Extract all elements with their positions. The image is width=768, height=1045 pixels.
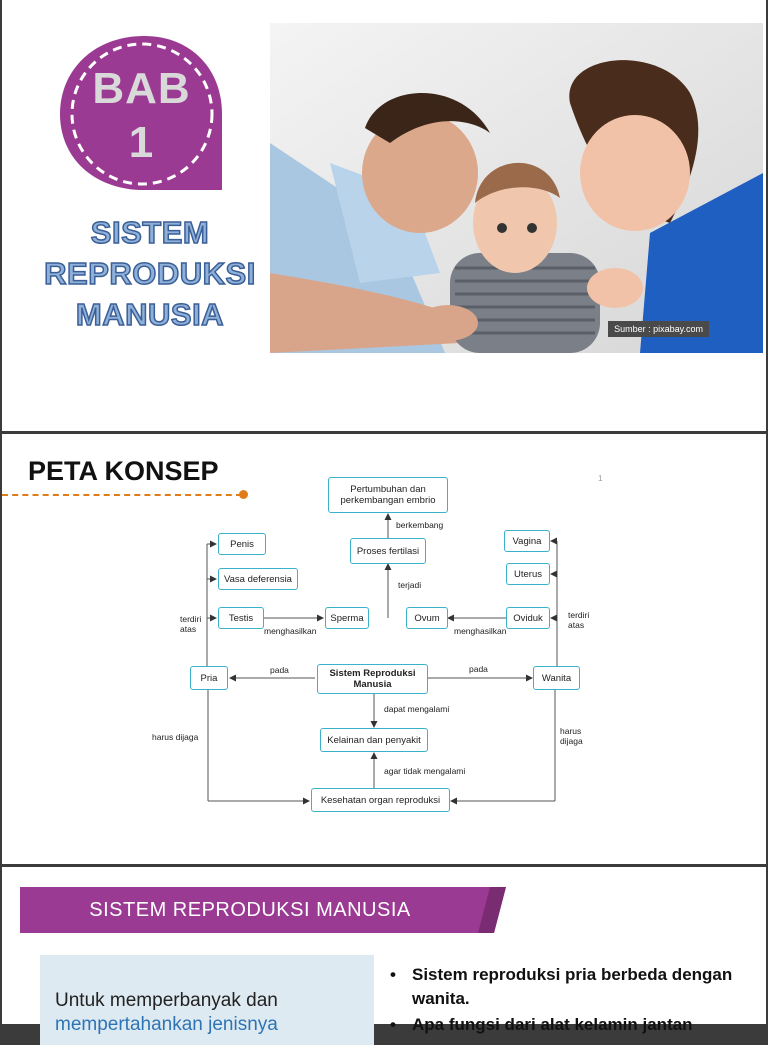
label-pada-kiri: pada — [270, 665, 289, 675]
info-box — [40, 955, 374, 1045]
label-terjadi: terjadi — [398, 580, 422, 590]
chapter-badge — [54, 30, 229, 200]
node-uterus: Uterus — [506, 563, 550, 585]
chapter-title-line: MANUSIA — [75, 297, 225, 332]
node-vagina: Vagina — [504, 530, 550, 552]
node-sistem: Sistem Reproduksi Manusia — [317, 664, 428, 694]
bullet-item: • Apa fungsi dari alat kelamin jantan — [388, 1013, 748, 1037]
label-harus-kiri: harus dijaga — [152, 732, 199, 742]
chapter-label: BAB — [92, 64, 191, 113]
node-wanita: Wanita — [533, 666, 580, 690]
label-dapat: dapat mengalami — [384, 704, 450, 714]
bullet-item: • Sistem reproduksi pria berbeda dengan wanita. — [388, 963, 748, 1011]
node-ovum: Ovum — [406, 607, 448, 629]
label-menghasilkan-kiri: menghasilkan — [264, 626, 317, 636]
section-title: SISTEM REPRODUKSI MANUSIA — [89, 899, 411, 921]
content-slide — [2, 867, 766, 1035]
info-line: Untuk memperbanyak dan — [55, 990, 278, 1011]
label-terdiri-kiri: terdiri atas — [180, 614, 202, 634]
chapter-number: 1 — [128, 118, 155, 167]
photo-source: Sumber : pixabay.com — [608, 321, 709, 337]
title-slide — [2, 0, 766, 431]
node-penis: Penis — [218, 533, 266, 555]
slide-title: PETA KONSEP — [28, 456, 219, 486]
concept-map-slide — [2, 434, 766, 864]
corner-mark: 1 — [598, 474, 603, 483]
bullet-list — [388, 963, 748, 1039]
label-harus-kanan: harus dijaga — [560, 726, 583, 746]
node-oviduk: Oviduk — [506, 607, 550, 629]
label-terdiri-kanan: terdiri atas — [568, 610, 590, 630]
node-vasa: Vasa deferensia — [218, 568, 298, 590]
label-agar: agar tidak mengalami — [384, 766, 466, 776]
node-sperma: Sperma — [325, 607, 369, 629]
chapter-title — [30, 212, 270, 335]
node-testis: Testis — [218, 607, 264, 629]
node-fertilisasi: Proses fertilasi — [350, 538, 426, 564]
label-berkembang: berkembang — [396, 520, 444, 530]
family-illustration — [270, 23, 763, 353]
label-menghasilkan-kanan: menghasilkan — [454, 626, 507, 636]
node-kelainan: Kelainan dan penyakit — [320, 728, 428, 752]
chapter-title-line: SISTEM — [90, 215, 210, 250]
node-pria: Pria — [190, 666, 228, 690]
chapter-title-line: REPRODUKSI — [44, 256, 256, 291]
info-line-highlight: mempertahankan jenisnya — [55, 1014, 278, 1035]
label-pada-kanan: pada — [469, 664, 488, 674]
info-text — [55, 989, 278, 1037]
family-photo — [270, 23, 763, 353]
node-kesehatan: Kesehatan organ reproduksi — [311, 788, 450, 812]
node-pertumbuhan: Pertumbuhan dan perkembangan embrio — [328, 477, 448, 513]
